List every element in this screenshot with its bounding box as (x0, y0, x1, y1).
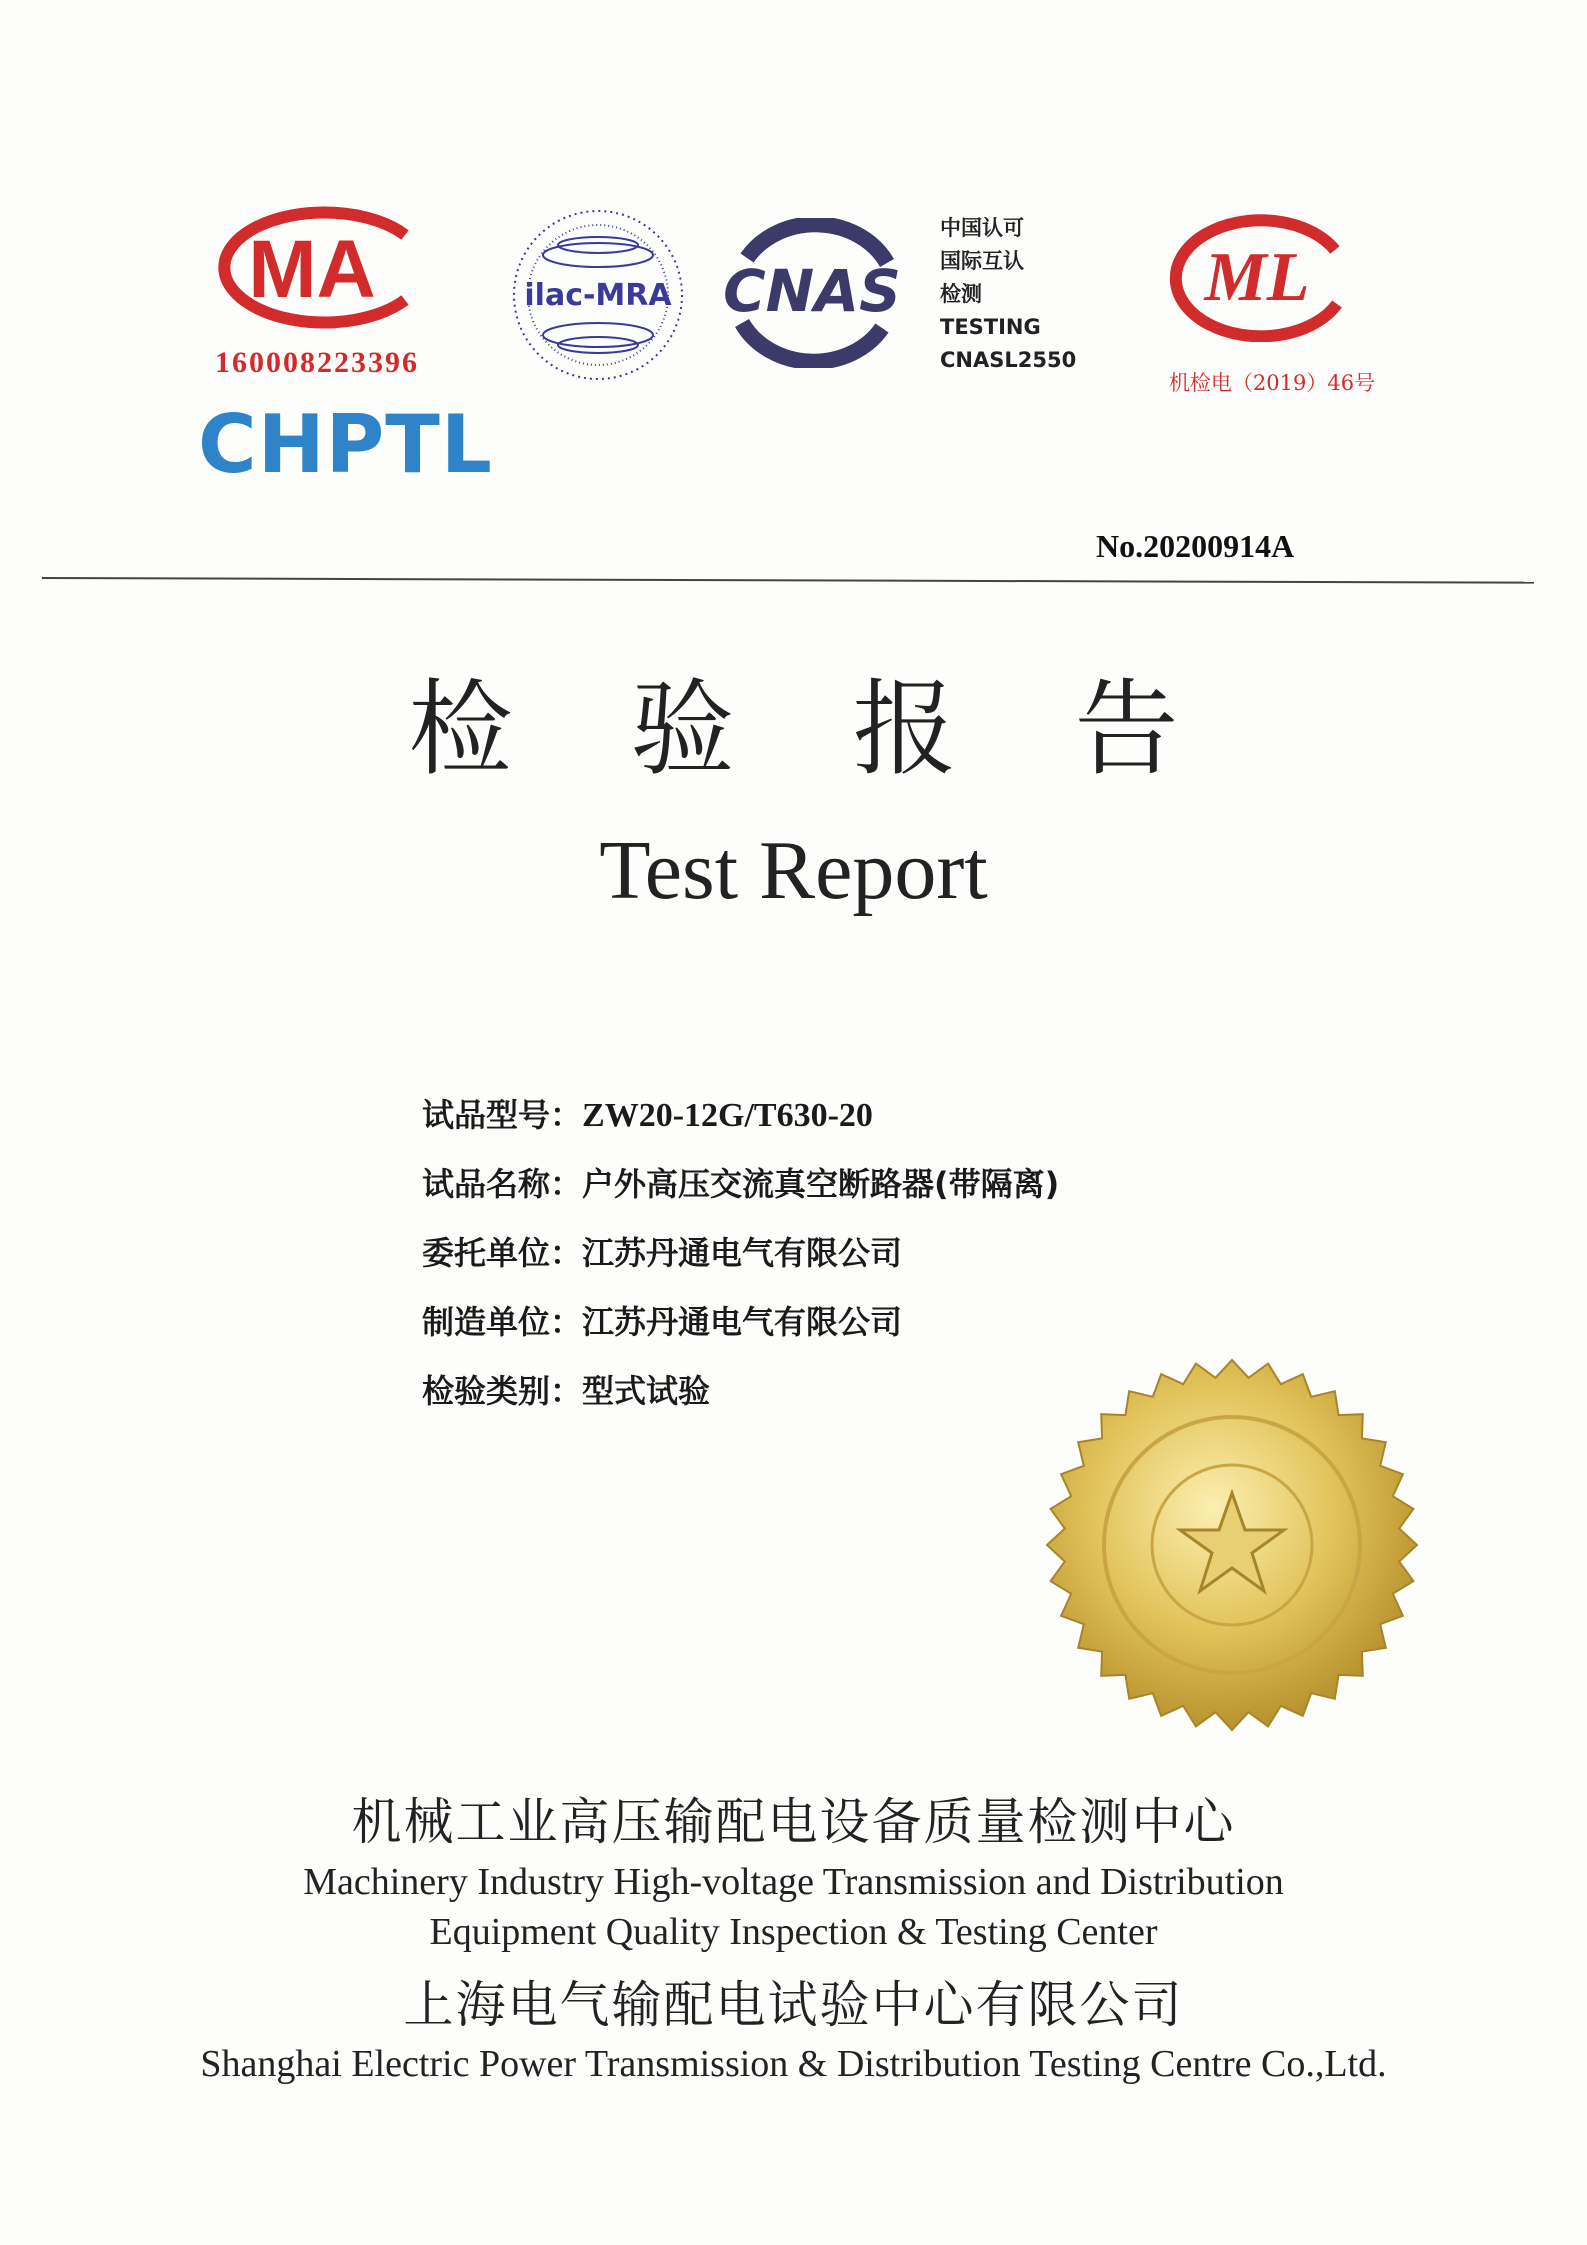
info-value: 江苏丹通电气有限公司 (582, 1234, 903, 1272)
org-name-english-line2: Equipment Quality Inspection & Testing Center (429, 1911, 1158, 1953)
divider (42, 577, 1534, 584)
company-name-english: Shanghai Electric Power Transmission & Distribution Testing Centre Co.,Ltd. (200, 2043, 1387, 2085)
info-label: 试品名称： (422, 1165, 583, 1203)
ml-caption: 机检电（2019）46号 (1168, 371, 1376, 395)
cnas-line: 中国认可 (940, 216, 1024, 240)
info-row-name (422, 1159, 1059, 1228)
title-english: Test Report (599, 824, 988, 917)
cma-number: 160008223396 (215, 346, 419, 379)
ilac-mra-logo (508, 205, 688, 385)
cnas-logo-text: CNAS (723, 257, 901, 325)
cnas-caption (940, 212, 1076, 377)
cnas-line: 国际互认 (940, 249, 1024, 273)
info-row-type (422, 1366, 1059, 1435)
info-value: ZW20-12G/T630-20 (582, 1097, 873, 1134)
cma-logo-text: MA (248, 224, 376, 315)
cnas-line: CNASL2550 (940, 348, 1077, 372)
info-row-manufacturer (422, 1297, 1059, 1366)
org-name-chinese: 机械工业高压输配电设备质量检测中心 (351, 1793, 1236, 1851)
title-chinese: 检验报告 (408, 668, 1297, 790)
report-info (422, 1090, 1059, 1435)
info-value: 江苏丹通电气有限公司 (582, 1303, 903, 1341)
info-row-client (422, 1228, 1059, 1297)
ilac-mra-text: ilac-MRA (524, 278, 672, 313)
cnas-line: TESTING (940, 315, 1041, 339)
report-number: No.20200914A (1096, 528, 1295, 564)
gold-seal (1042, 1355, 1422, 1735)
chptl-logo: CHPTL (198, 398, 493, 491)
info-label: 制造单位： (422, 1303, 583, 1341)
cnas-line: 检测 (940, 282, 982, 306)
info-label: 检验类别： (422, 1372, 583, 1410)
company-name-chinese: 上海电气输配电试验中心有限公司 (403, 1976, 1184, 2034)
info-label: 试品型号： (422, 1096, 583, 1134)
cma-logo (200, 205, 430, 330)
org-name-english-line1: Machinery Industry High-voltage Transmission and Distribution (303, 1861, 1284, 1903)
info-value: 户外高压交流真空断路器(带隔离) (582, 1165, 1060, 1203)
ml-logo-text: ML (1204, 239, 1310, 316)
info-row-model (422, 1090, 1059, 1159)
info-label: 委托单位： (422, 1234, 583, 1272)
ml-logo (1165, 212, 1350, 342)
info-value: 型式试验 (582, 1372, 711, 1410)
cnas-logo (712, 218, 912, 368)
